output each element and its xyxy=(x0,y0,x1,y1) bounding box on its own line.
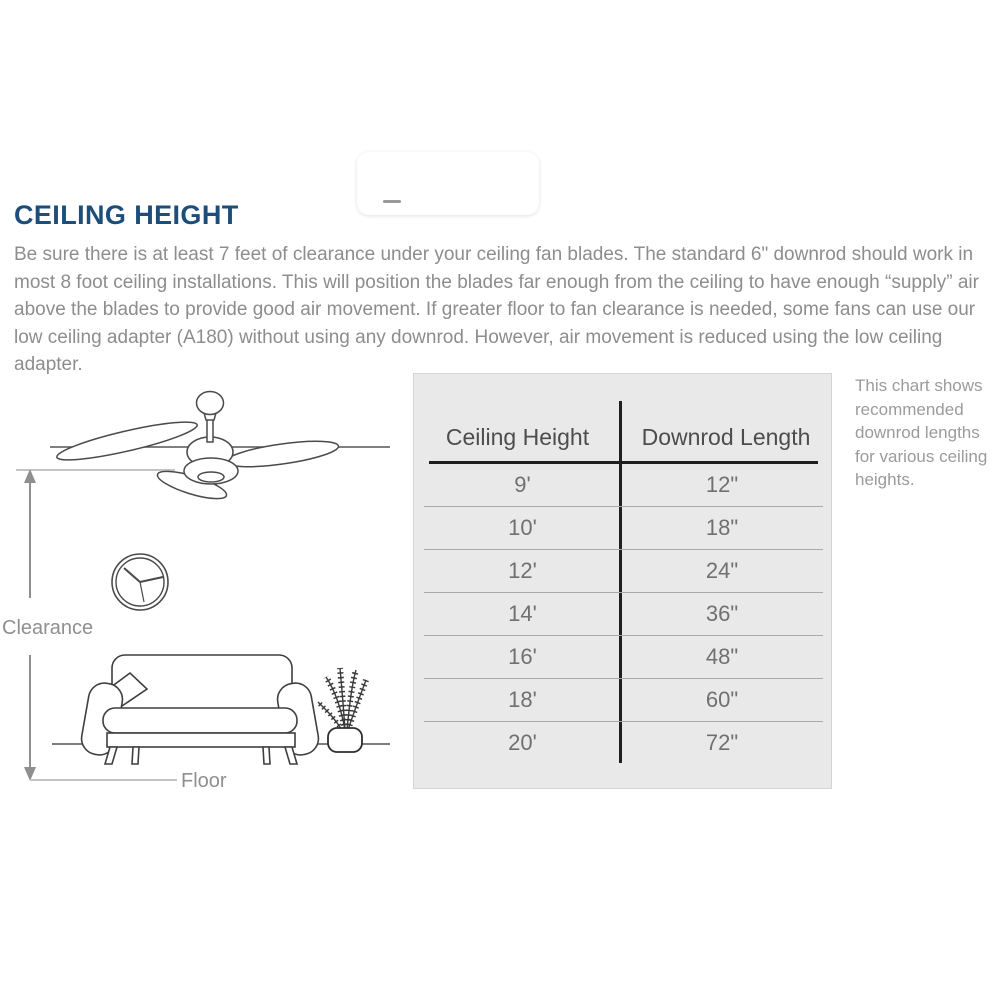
table-row xyxy=(424,636,823,679)
downrod-table xyxy=(413,373,832,789)
downrod-length-value: 60" xyxy=(705,687,739,712)
downrod-length-value: 72" xyxy=(705,730,739,755)
ceiling-height-value: 12' xyxy=(508,558,537,583)
ceiling-fan-icon xyxy=(55,392,340,505)
downrod-length-value: 24" xyxy=(705,558,739,583)
table-row xyxy=(424,679,823,722)
floor-label: Floor xyxy=(181,770,227,792)
ceiling-height-value: 18' xyxy=(508,687,537,712)
column-header-downrod-length: Downrod Length xyxy=(641,424,811,450)
page-title: CEILING HEIGHT xyxy=(14,200,239,230)
downrod-length-value: 36" xyxy=(705,601,739,626)
table-rows xyxy=(424,464,823,764)
column-header-ceiling-height: Ceiling Height xyxy=(445,424,590,450)
downrod-length-value: 12" xyxy=(705,472,739,497)
table-caption: This chart shows recommended downrod lengths for various ceiling heights. xyxy=(855,376,988,489)
ceiling-height-value: 16' xyxy=(508,644,537,669)
sofa-icon xyxy=(79,655,321,764)
ceiling-height-value: 9' xyxy=(514,472,531,497)
floating-card xyxy=(357,152,539,215)
table-row xyxy=(424,722,823,764)
table-row xyxy=(424,550,823,593)
drag-handle-icon xyxy=(383,200,401,203)
ceiling-height-value: 14' xyxy=(508,601,537,626)
ceiling-height-value: 20' xyxy=(508,730,537,755)
clearance-illustration xyxy=(0,380,410,800)
wall-clock-icon xyxy=(112,554,168,610)
clearance-label: Clearance xyxy=(2,617,94,639)
downrod-length-value: 18" xyxy=(705,515,739,540)
table-row xyxy=(424,507,823,550)
potted-plant-icon xyxy=(318,668,366,752)
clearance-diagram xyxy=(0,380,410,800)
table-row xyxy=(424,464,823,507)
intro-paragraph: Be sure there is at least 7 feet of clearance under your ceiling fan blades. The standard 6" downrod should work in most 8 foot ceiling installations. This will position the blades far enough from the ceiling to have enough “supply” air above the blades to provide good air movement. If greater floor to fan clearance is needed, some fans can use our low ceiling adapter (A180) without using any downrod. However, air movement is reduced using the low ceiling adapter. xyxy=(14,244,979,375)
table-row xyxy=(424,593,823,636)
ceiling-height-value: 10' xyxy=(508,515,537,540)
downrod-length-value: 48" xyxy=(705,644,739,669)
